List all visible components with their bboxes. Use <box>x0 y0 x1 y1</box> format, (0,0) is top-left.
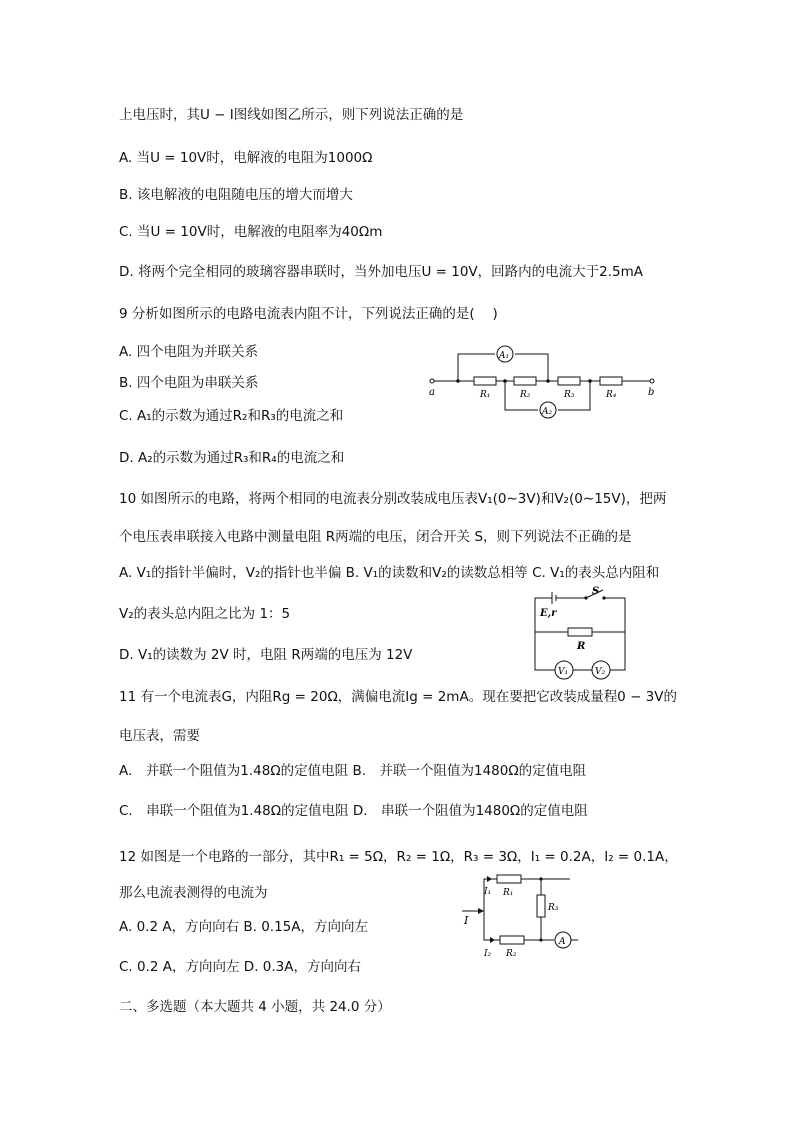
voltmeter-v2-label: V₂ <box>595 667 606 677</box>
q8-option-a: A. 当U = 10V时，电解液的电阻为1000Ω <box>119 150 373 166</box>
resistor-r3-label: R₃ <box>548 903 559 913</box>
ammeter-a1-label: A₁ <box>499 351 510 361</box>
resistor-r-label: R <box>577 641 586 652</box>
q11-options-cd: C. 串联一个阻值为1.48Ω的定值电阻 D. 串联一个阻值为1480Ω的定值电阻 <box>119 803 588 819</box>
q9-option-a: A. 四个电阻为并联关系 <box>119 344 259 360</box>
q11-stem-line1: 11 有一个电流表G，内阻Rg = 20Ω，满偏电流Ig = 2mA。现在要把它改装成量程0 − 3V的 <box>119 689 677 705</box>
switch-s-label: S <box>592 586 600 597</box>
resistor-r2-label: R₂ <box>506 949 517 959</box>
q9-option-d: D. A₂的示数为通过R₃和R₄的电流之和 <box>119 450 345 466</box>
node-b-label: b <box>648 387 655 398</box>
q10-stem-line1: 10 如图所示的电路，将两个相同的电流表分别改装成电压表V₁(0∼3V)和V₂(0∼15V)，把两 <box>119 491 667 507</box>
q10-stem-line2: 个电压表串联接入电路中测量电阻 R两端的电压，闭合开关 S，则下列说法不正确的是 <box>119 529 632 545</box>
current-i2-label: I₂ <box>484 949 492 959</box>
q8-stem: 上电压时，其U − I图线如图乙所示，则下列说法正确的是 <box>119 107 464 123</box>
q10-options-abc: A. V₁的指针半偏时，V₂的指针也半偏 B. V₁的读数和V₂的读数总相等 C. V₁的表头总内阻和 <box>119 565 660 581</box>
q9-option-b: B. 四个电阻为串联关系 <box>119 375 259 391</box>
resistor-r4-label: R₄ <box>606 390 617 400</box>
q8-option-c: C. 当U = 10V时，电解液的电阻率为40Ωm <box>119 224 383 240</box>
resistor-r1-label: R₁ <box>503 888 514 898</box>
resistor-r1-label: R₁ <box>480 390 491 400</box>
q10-option-c-cont: V₂的表头总内阻之比为 1：5 <box>119 606 291 622</box>
ammeter-label: A <box>559 937 566 947</box>
q11-options-ab: A. 并联一个阻值为1.48Ω的定值电阻 B. 并联一个阻值为1480Ω的定值电阻 <box>119 763 587 779</box>
q10-option-d: D. V₁的读数为 2V 时，电阻 R两端的电压为 12V <box>119 647 413 663</box>
q8-option-b: B. 该电解液的电阻随电压的增大而增大 <box>119 187 353 203</box>
current-i1-label: I₁ <box>484 887 492 897</box>
q11-stem-line2: 电压表，需要 <box>119 728 200 744</box>
source-er-label: E,r <box>540 608 557 619</box>
q12-options-cd: C. 0.2 A，方向向左 D. 0.3A，方向向右 <box>119 959 361 975</box>
q12-options-ab: A. 0.2 A，方向向右 B. 0.15A，方向向左 <box>119 919 369 935</box>
resistor-r2-label: R₂ <box>520 390 531 400</box>
ammeter-a2-label: A₂ <box>542 407 553 417</box>
q12-stem-line2: 那么电流表测得的电流为 <box>119 885 268 901</box>
q9-circuit-diagram <box>425 343 665 423</box>
current-i-label: I <box>464 914 469 927</box>
q10-circuit-diagram <box>530 585 630 685</box>
voltmeter-v1-label: V₁ <box>558 667 569 677</box>
resistor-r3-label: R₃ <box>564 390 575 400</box>
q8-option-d: D. 将两个完全相同的玻璃容器串联时，当外加电压U = 10V，回路内的电流大于2.5mA <box>119 264 644 280</box>
node-a-label: a <box>429 387 435 398</box>
q9-option-c: C. A₁的示数为通过R₂和R₃的电流之和 <box>119 408 344 424</box>
q12-circuit-diagram <box>460 870 580 960</box>
q9-stem: 9 分析如图所示的电路电流表内阻不计，下列说法正确的是( ) <box>119 306 498 322</box>
q12-stem-line1: 12 如图是一个电路的一部分，其中R₁ = 5Ω，R₂ = 1Ω，R₃ = 3Ω，I₁ = 0.2A，I₂ = 0.1A， <box>119 849 678 865</box>
section-header: 二、多选题（本大题共 4 小题，共 24.0 分） <box>119 999 391 1015</box>
